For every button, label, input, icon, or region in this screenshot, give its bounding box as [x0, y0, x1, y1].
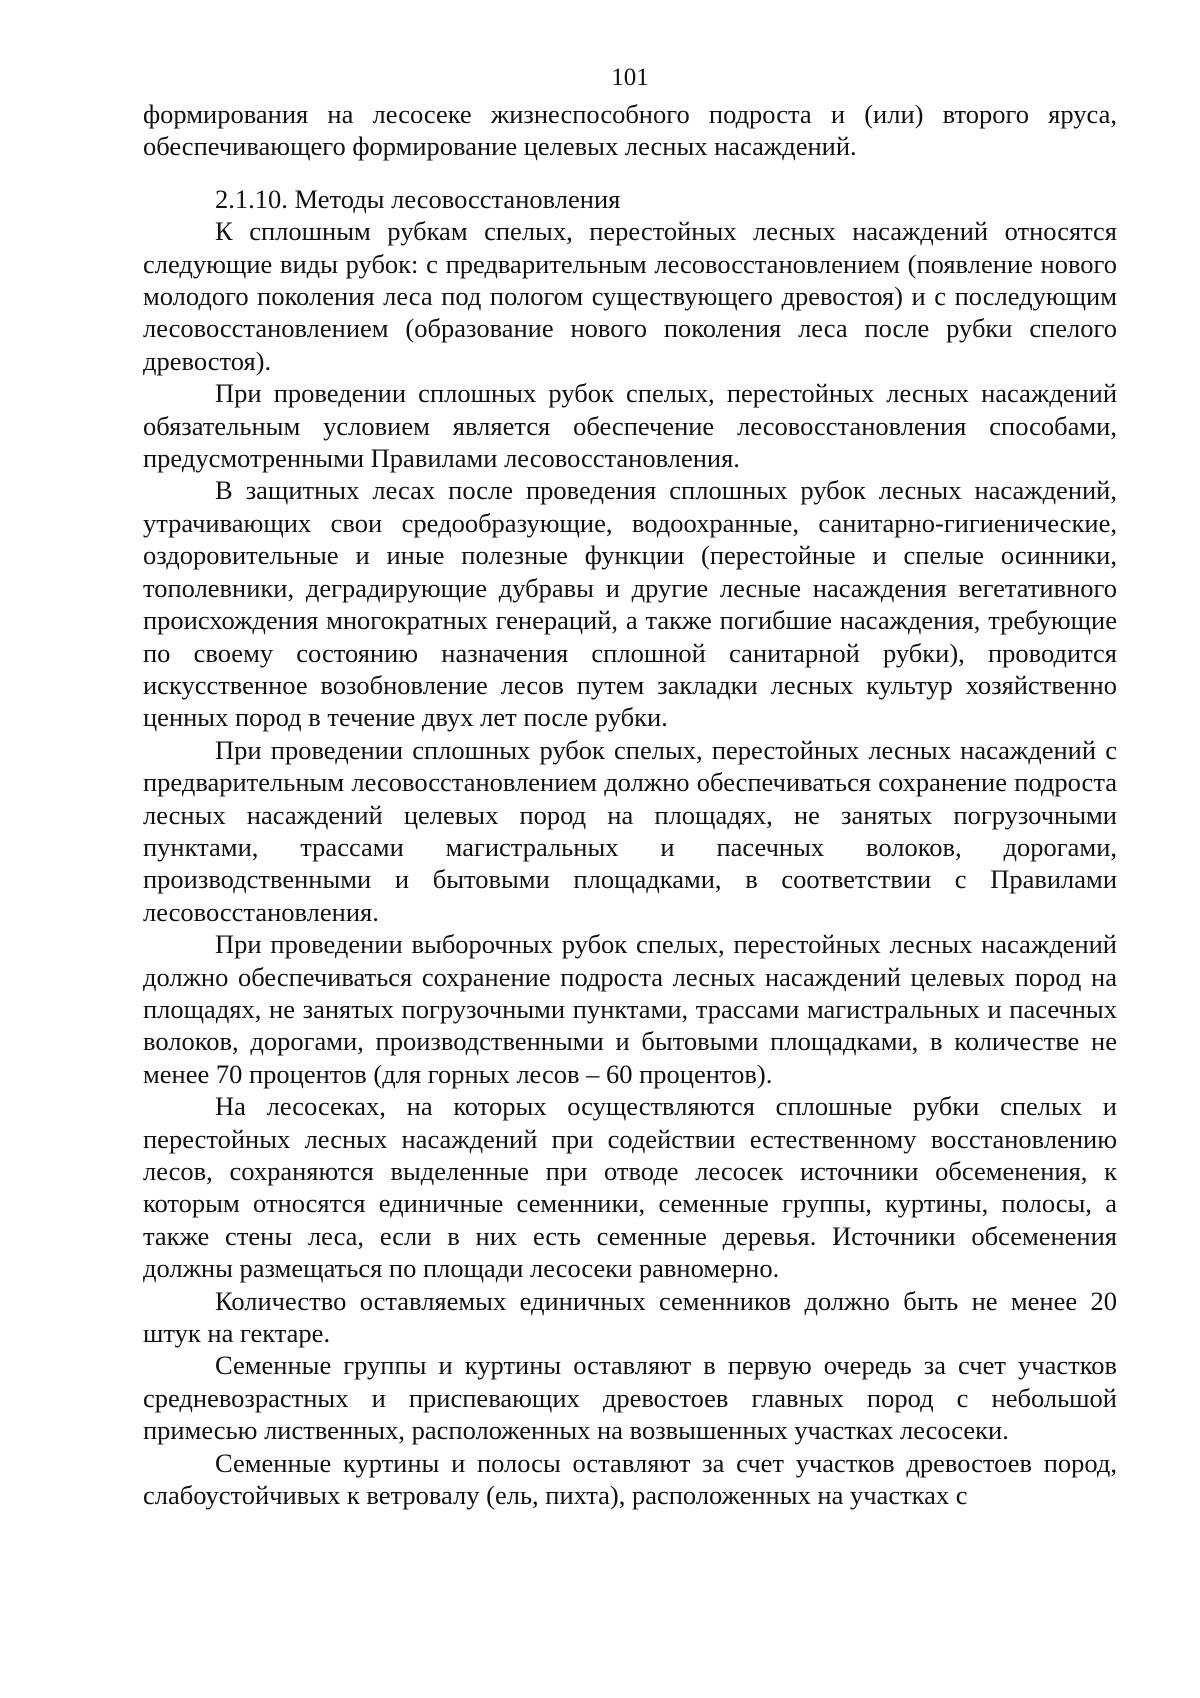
section-heading: 2.1.10. Методы лесовосстановления	[215, 183, 621, 214]
paragraph: При проведении сплошных рубок спелых, перестойных лесных насаждений обязательным условием является обеспечение лесовосстановления способами, предусмотренными Правилами лесовосстановления.	[143, 378, 1117, 474]
paragraph: Количество оставляемых единичных семенников должно быть не менее 20 штук на гектаре.	[143, 1285, 1117, 1349]
paragraph: На лесосеках, на которых осуществляются сплошные рубки спелых и перестойных лесных насаждений при содействии естественному восстановлению лесов, сохраняются выделенные при отводе лесосек источники обсеменения, к которым относятся единичные семенники, семенные группы, куртины, полосы, а также стены леса, если в них есть семенные деревья. Источники обсеменения должны размещаться по площади лесосеки равномерно.	[143, 1091, 1117, 1284]
page-number: 101	[611, 64, 649, 91]
paragraph: Семенные куртины и полосы оставляют за счет участков древостоев пород, слабоустойчивых к ветровалу (ель, пихта), расположенных на участках с	[143, 1447, 1117, 1511]
paragraph: При проведении выборочных рубок спелых, перестойных лесных насаждений должно обеспечиваться сохранение подроста лесных насаждений целевых пород на площадях, не занятых погрузочными пунктами, трассами магистральных и пасечных волоков, дорогами, производственными и бытовыми площадками, в количестве не менее 70 процентов (для горных лесов – 60 процентов).	[143, 929, 1117, 1089]
paragraph: При проведении сплошных рубок спелых, перестойных лесных насаждений с предварительным лесовосстановлением должно обеспечиваться сохранение подроста лесных насаждений целевых пород на площадях, не занятых погрузочными пунктами, трассами магистральных и пасечных волоков, дорогами, производственными и бытовыми площадками, в соответствии с Правилами лесовосстановления.	[143, 734, 1117, 927]
document-page	[143, 62, 1117, 1511]
paragraph-continuation: формирования на лесосеке жизнеспособного подроста и (или) второго яруса, обеспечивающего формирование целевых лесных насаждений.	[143, 99, 1117, 162]
paragraph: Семенные группы и куртины оставляют в первую очередь за счет участков средневозрастных и приспевающих древостоев главных пород с небольшой примесью лиственных, расположенных на возвышенных участках лесосеки.	[143, 1350, 1117, 1446]
paragraph: К сплошным рубкам спелых, перестойных лесных насаждений относятся следующие виды рубок: с предварительным лесовосстановлением (появление нового молодого поколения леса под пологом существующего древостоя) и с последующим лесовосстановлением (образование нового поколения леса после рубки спелого древостоя).	[143, 216, 1117, 376]
paragraph: В защитных лесах после проведения сплошных рубок лесных насаждений, утрачивающих свои средообразующие, водоохранные, санитарно-гигиенические, оздоровительные и иные полезные функции (перестойные и спелые осинники, тополевники, деградирующие дубравы и другие лесные насаждения вегетативного происхождения многократных генераций, а также погибшие насаждения, требующие по своему состоянию назначения сплошной санитарной рубки), проводится искусственное возобновление лесов путем закладки лесных культур хозяйственно ценных пород в течение двух лет после рубки.	[143, 475, 1117, 733]
